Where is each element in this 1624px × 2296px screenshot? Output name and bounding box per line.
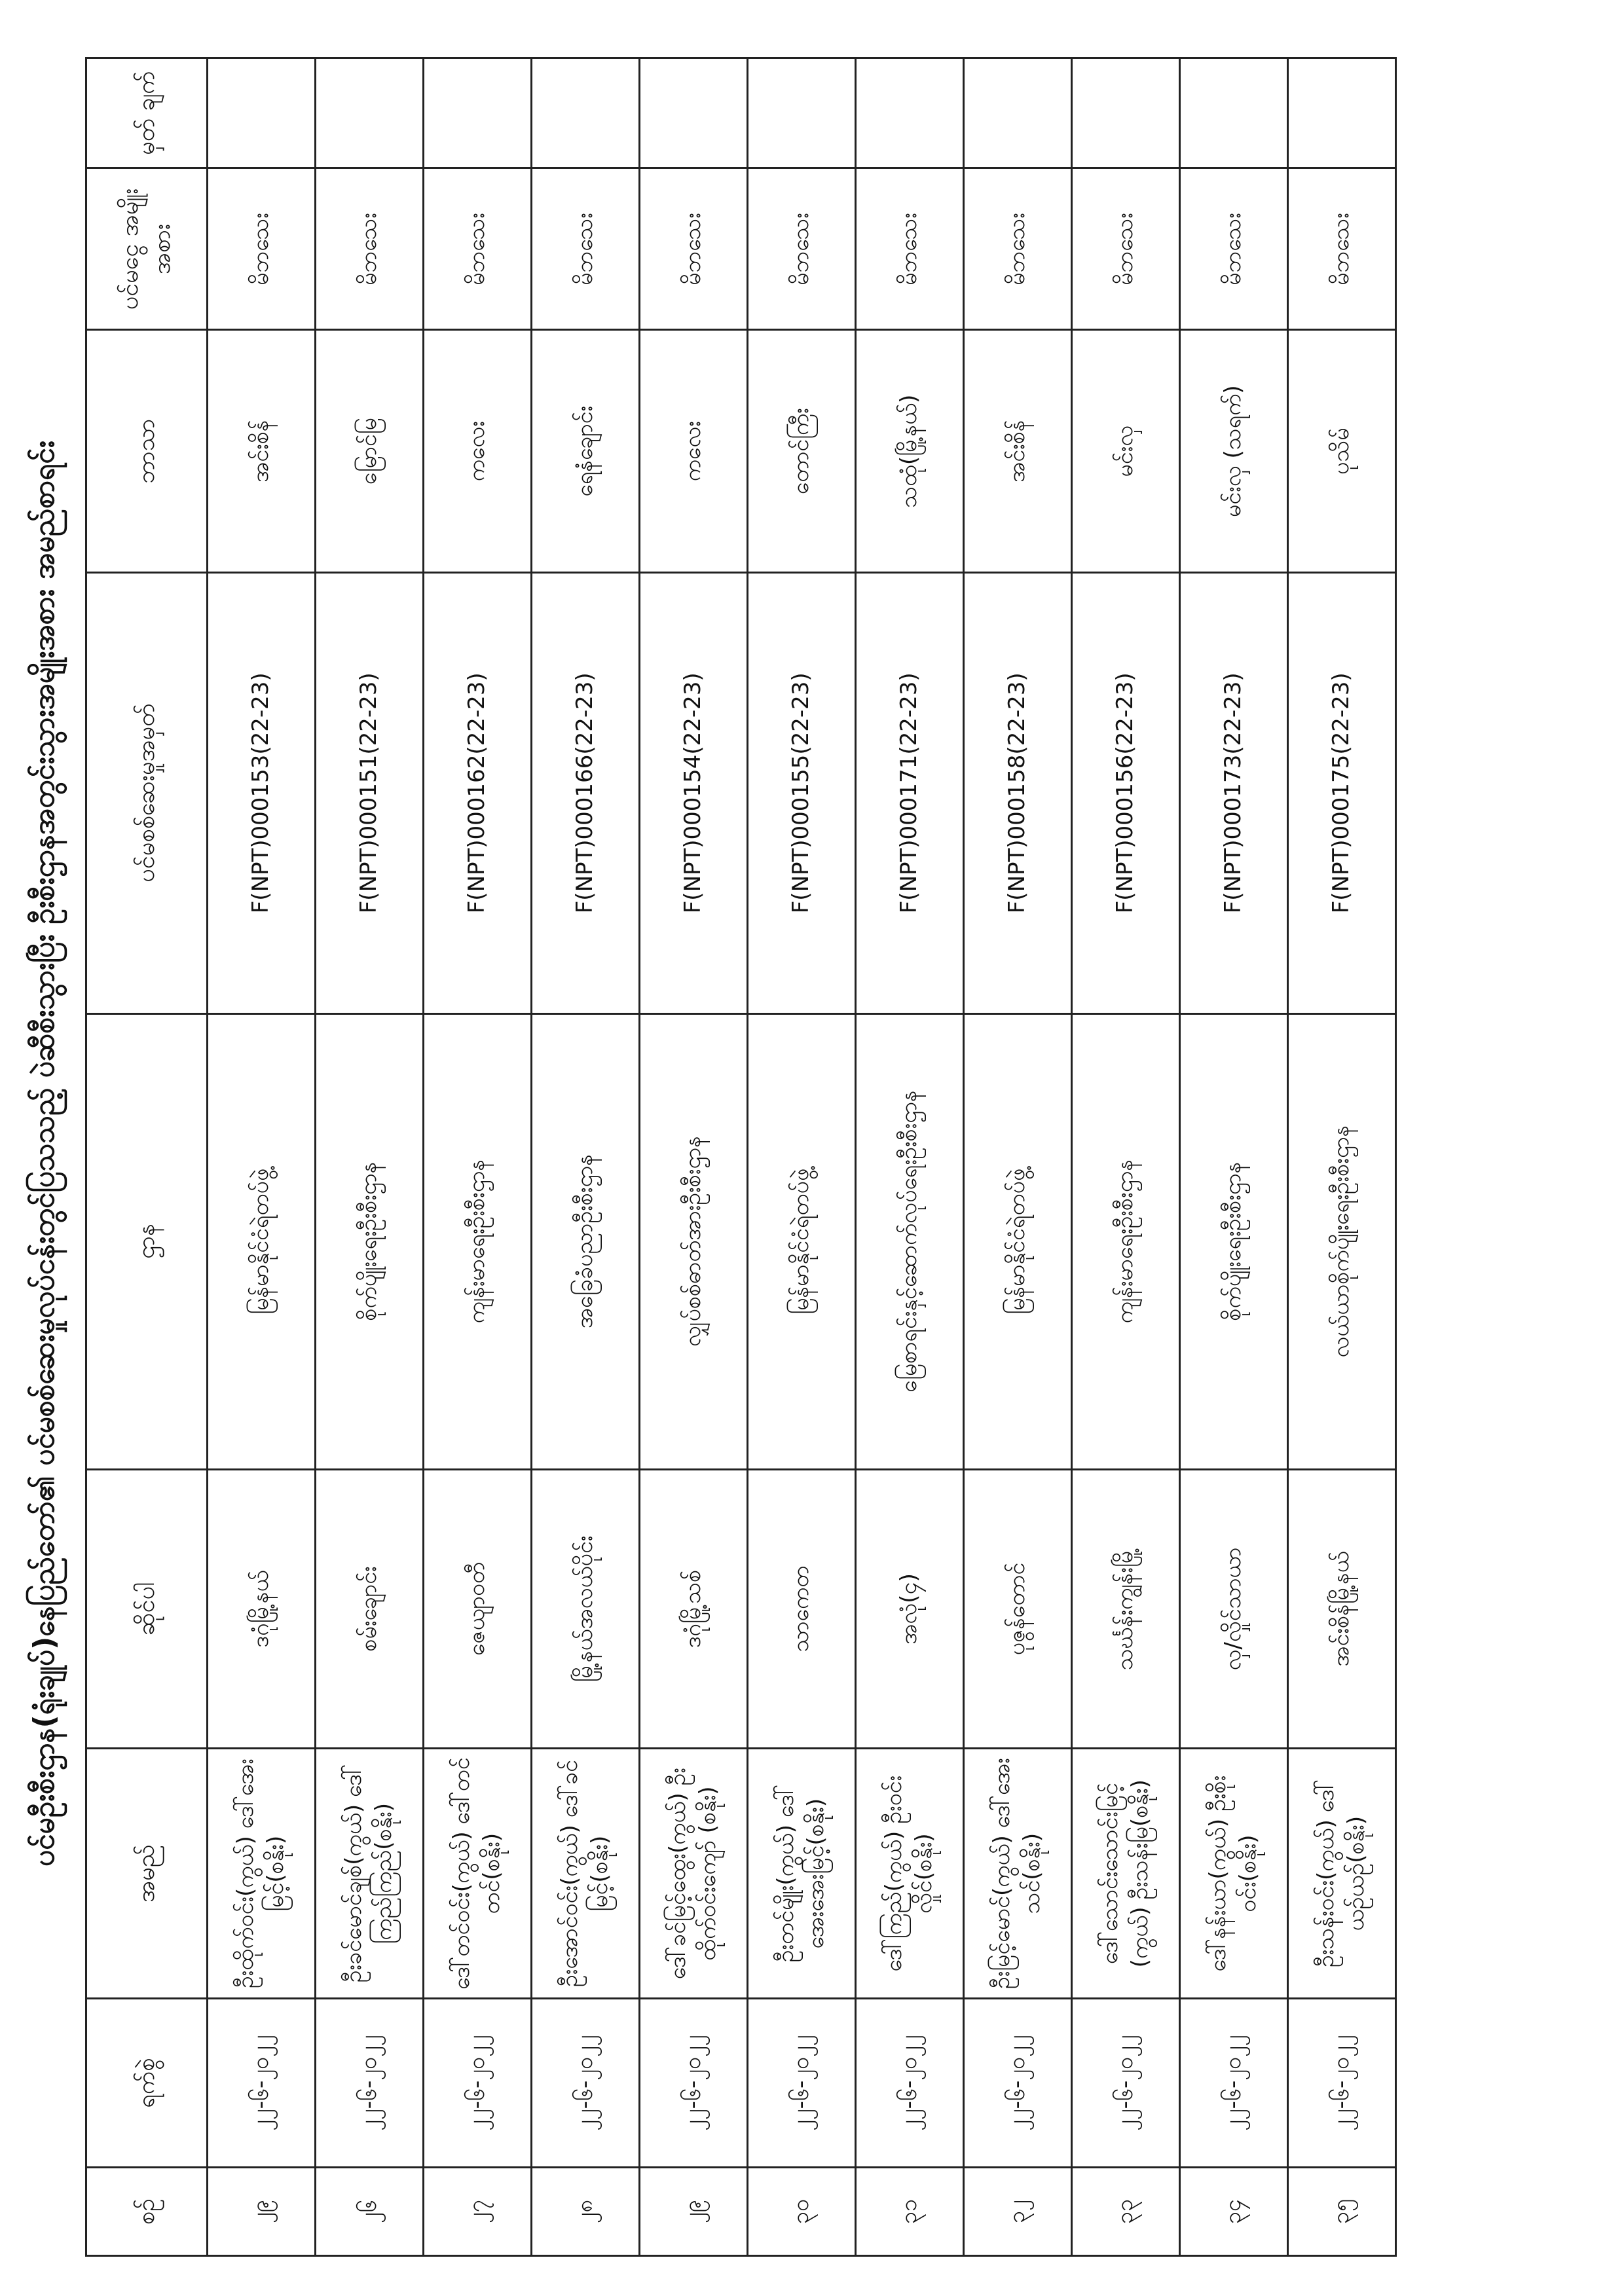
header-subject: ဘာသာ — [86, 330, 208, 573]
cell-subject: ရေနံချောင်း — [532, 330, 640, 573]
cell-note — [748, 58, 856, 168]
cell-date: ၂၂-၆-၂၀၂၂ — [748, 1999, 856, 2168]
cell-no: ၂၆ — [316, 2168, 424, 2256]
cell-department: မြန်မာနိုင်ငံရဲတပ်ဖွဲ့ — [964, 1013, 1072, 1469]
cell-subject: ကလေး — [640, 330, 748, 573]
cell-subject: ပုသိမ် — [1288, 330, 1396, 573]
cell-registration: F(NPT)000173(22-23) — [1180, 572, 1288, 1013]
cell-note — [856, 58, 964, 168]
cell-registration: F(NPT)000156(22-23) — [1072, 572, 1180, 1013]
cell-date: ၂၂-၆-၂၀၂၂ — [1072, 1999, 1180, 2168]
cell-department: ကျန်းမာရေးဦးစီးဌာန — [1072, 1013, 1180, 1469]
cell-name: ဒေါ်ခင်မြင့်ထွေး(ကွယ်) ဦးထိုက်ဝင်းကျော် (စနိုး) — [640, 1749, 748, 1999]
document-title: ပင်မဦးစီးဌာန(ရုံးချုပ်)နေပြည်တော်၏ ပင်မစစ်ဆေးမှုလုပ်ငန်းတွင်ပြသသည့် ပဲဆီစီးသွားပြီး ဦးစီးဌာနအတွင်းသွားအမျိုးအစား အမည်စာရင်း — [28, 441, 61, 1867]
cell-no: ၂၉ — [208, 2168, 316, 2256]
cell-address: ဇေယျာဝတီ — [424, 1469, 532, 1749]
cell-date: ၂၂-၆-၂၀၂၂ — [208, 1999, 316, 2168]
cell-subject: အင်းစိန် — [964, 330, 1072, 573]
table-row — [964, 58, 1072, 2256]
cell-type: မိဘသေး — [640, 168, 748, 330]
cell-subject: မြောင်မြ — [316, 330, 424, 573]
table-row — [748, 58, 856, 2256]
cell-date: ၂၂-၆-၂၀၂၂ — [1288, 1999, 1396, 2168]
header-address: ဆိုင်ပါ — [86, 1469, 208, 1749]
cell-registration: F(NPT)000155(22-23) — [748, 572, 856, 1013]
cell-type: မိဘသေး — [856, 168, 964, 330]
records-table — [85, 57, 1397, 2257]
cell-date: ၂၂-၆-၂၀၂၂ — [316, 1999, 424, 2168]
cell-type: မိဘသေး — [316, 168, 424, 330]
cell-no: ၃၃ — [1072, 2168, 1180, 2256]
cell-department: စိုက်ပျိုးရေးဦးစီးဌာန — [1180, 1013, 1288, 1469]
cell-address: လှ/လှိုင်သာယာ — [1180, 1469, 1288, 1749]
cell-no: ၂၉ — [640, 2168, 748, 2256]
header-no: စဉ် — [86, 2168, 208, 2256]
cell-registration: F(NPT)000151(22-23) — [316, 572, 424, 1013]
cell-no: ၃၂ — [964, 2168, 1072, 2256]
cell-name: ဦးသန်းဝင်း(ကွယ်) ဒေါ်ယဉ်ယဉ်(စနိုး) — [1288, 1749, 1396, 1999]
cell-note — [964, 58, 1072, 168]
cell-department: စိုက်ပျိုးရေးဦးစီးဌာန — [316, 1013, 424, 1469]
cell-type: မိဘသေး — [424, 168, 532, 330]
cell-subject: မင်းလှ — [1072, 330, 1180, 573]
cell-subject: အင်းစိန် — [208, 330, 316, 573]
cell-name: ဒေါ်နန်းယာ(ကွယ်) ဦးစိုးဝင်း(စနိုး) — [1180, 1749, 1288, 1999]
cell-no: ၂၇ — [424, 2168, 532, 2256]
cell-name: ဦးအောင်ဝင်း(ကွယ်) ဒေါ်ခင်မြင့်(စနိုး) — [532, 1749, 640, 1999]
cell-department: မြေစာရင်းနှင့်ဆောက်လုပ်ရေးဦးစီးဌာန — [856, 1013, 964, 1469]
cell-department: အခြေခံပညာဦးစီးဌာန — [532, 1013, 640, 1469]
table-row — [1180, 58, 1288, 2256]
cell-name: ဒေါ်တင်ဝင်း(ကွယ်) ဒေါ်တင်တင်(စနိုး) — [424, 1749, 532, 1999]
cell-name: ဦးထိုက်ဝင်း(ကွယ်) ဒေါ်အေးမြင့်(စနိုး) — [208, 1749, 316, 1999]
cell-note — [208, 58, 316, 168]
cell-subject: ကလေး — [424, 330, 532, 573]
cell-note — [1180, 58, 1288, 168]
header-date: ရက်စွဲ — [86, 1999, 208, 2168]
cell-registration: F(NPT)000166(22-23) — [532, 572, 640, 1013]
cell-no: ၃၁ — [856, 2168, 964, 2256]
table-row — [424, 58, 532, 2256]
cell-type: မိဘသေး — [1072, 168, 1180, 330]
cell-type: မိဘသေး — [208, 168, 316, 330]
cell-no: ၂၈ — [532, 2168, 640, 2256]
cell-note — [316, 58, 424, 168]
table-row — [316, 58, 424, 2256]
cell-subject: သထုံ(မြို့နယ်) — [856, 330, 964, 573]
cell-no: ၃၄ — [1180, 2168, 1288, 2256]
cell-address: သာကေတ — [748, 1469, 856, 1749]
cell-department: မြန်မာနိုင်ငံရဲတပ်ဖွဲ့ — [208, 1013, 316, 1469]
cell-type: မိဘသေး — [1180, 168, 1288, 330]
cell-date: ၂၂-၆-၂၀၂၂ — [856, 1999, 964, 2168]
cell-note — [1288, 58, 1396, 168]
cell-department: လယ်ယာစိုက်ပျိုးရေးဦးစီးဌာန — [1288, 1013, 1396, 1469]
cell-date: ၂၂-၆-၂၀၂၂ — [640, 1999, 748, 2168]
cell-note — [1072, 58, 1180, 168]
cell-registration: F(NPT)000171(22-23) — [856, 572, 964, 1013]
cell-type: မိဘသေး — [748, 168, 856, 330]
table-row — [1288, 58, 1396, 2256]
cell-date: ၂၂-၆-၂၀၂၂ — [964, 1999, 1072, 2168]
cell-name: ဒေါ်ကြည်(ကွယ်) ဦးဝင်းလှိုင်(စနိုး) — [856, 1749, 964, 1999]
header-registration: ပင်မစစ်ဆေးမှုအမှတ် — [86, 572, 208, 1013]
cell-date: ၂၂-၆-၂၀၂၂ — [424, 1999, 532, 2168]
cell-registration: F(NPT)000154(22-23) — [640, 572, 748, 1013]
table-row — [640, 58, 748, 2256]
cell-address: ဒဂုံမြို့နယ် — [208, 1469, 316, 1749]
cell-type: မိဘသေး — [1288, 168, 1396, 330]
cell-note — [532, 58, 640, 168]
cell-department: မြန်မာနိုင်ငံရဲတပ်ဖွဲ့ — [748, 1013, 856, 1469]
cell-subject: မင်းလှ (သရက်) — [1180, 330, 1288, 573]
header-type: ပင်မငွေ အမျိုးအစား — [86, 168, 208, 330]
table-row — [208, 58, 316, 2256]
cell-registration: F(NPT)000158(22-23) — [964, 572, 1072, 1013]
header-note: မှတ် ချက် — [86, 58, 208, 168]
cell-department: ကျန်းမာရေးဦးစီးဌာန — [424, 1013, 532, 1469]
cell-address: ဒဂုံမြို့သစ် — [640, 1469, 748, 1749]
cell-type: မိဘသေး — [964, 168, 1072, 330]
cell-note — [424, 58, 532, 168]
cell-address: ပုဇွန်တောင် — [964, 1469, 1072, 1749]
cell-registration: F(NPT)000153(22-23) — [208, 572, 316, 1013]
table-row — [532, 58, 640, 2256]
header-name: အမည် — [86, 1749, 208, 1999]
cell-no: ၃၅ — [1288, 2168, 1396, 2256]
cell-address: သင်္ဃန်းကျွန်းမြို့ — [1072, 1469, 1180, 1749]
cell-date: ၂၂-၆-၂၀၂၂ — [1180, 1999, 1288, 2168]
cell-name: ဒေါ်သောင်းသောင်းမြင့် (ကွယ်) ဦးသန်းမြ(စနိုး) — [1072, 1749, 1180, 1999]
cell-type: မိဘသေး — [532, 168, 640, 330]
cell-subject: တောင်ကြီး — [748, 330, 856, 573]
cell-name: ဦးမြင့်မောင်(ကွယ်) ဒေါ်အေးသင်(စနိုး) — [964, 1749, 1072, 1999]
cell-address: အလုံ(၄) — [856, 1469, 964, 1749]
cell-address: မြို့နယ်အလယ်ပိုင်း — [532, 1469, 640, 1749]
cell-registration: F(NPT)000162(22-23) — [424, 572, 532, 1013]
cell-address: စမ်းချောင်း — [316, 1469, 424, 1749]
cell-name: ဦးခင်မောင်ချစ်(ကွယ်) ဒေါ်ကြည်ကြည်(စနိုး) — [316, 1749, 424, 1999]
cell-no: ၃၀ — [748, 2168, 856, 2256]
cell-name: ဦးတင်မျိုး(ကွယ်) ဒေါ်အေးအေးမြင့်(စနိုး) — [748, 1749, 856, 1999]
header-row — [86, 58, 208, 2256]
table-row — [1072, 58, 1180, 2256]
cell-address: အင်းစိန်မြို့နယ် — [1288, 1469, 1396, 1749]
cell-department: လျှပ်စစ်ဓာတ်အားဦးစီးဌာန — [640, 1013, 748, 1469]
cell-date: ၂၂-၆-၂၀၂၂ — [532, 1999, 640, 2168]
cell-note — [640, 58, 748, 168]
table-row — [856, 58, 964, 2256]
header-department: ဌာန — [86, 1013, 208, 1469]
cell-registration: F(NPT)000175(22-23) — [1288, 572, 1396, 1013]
